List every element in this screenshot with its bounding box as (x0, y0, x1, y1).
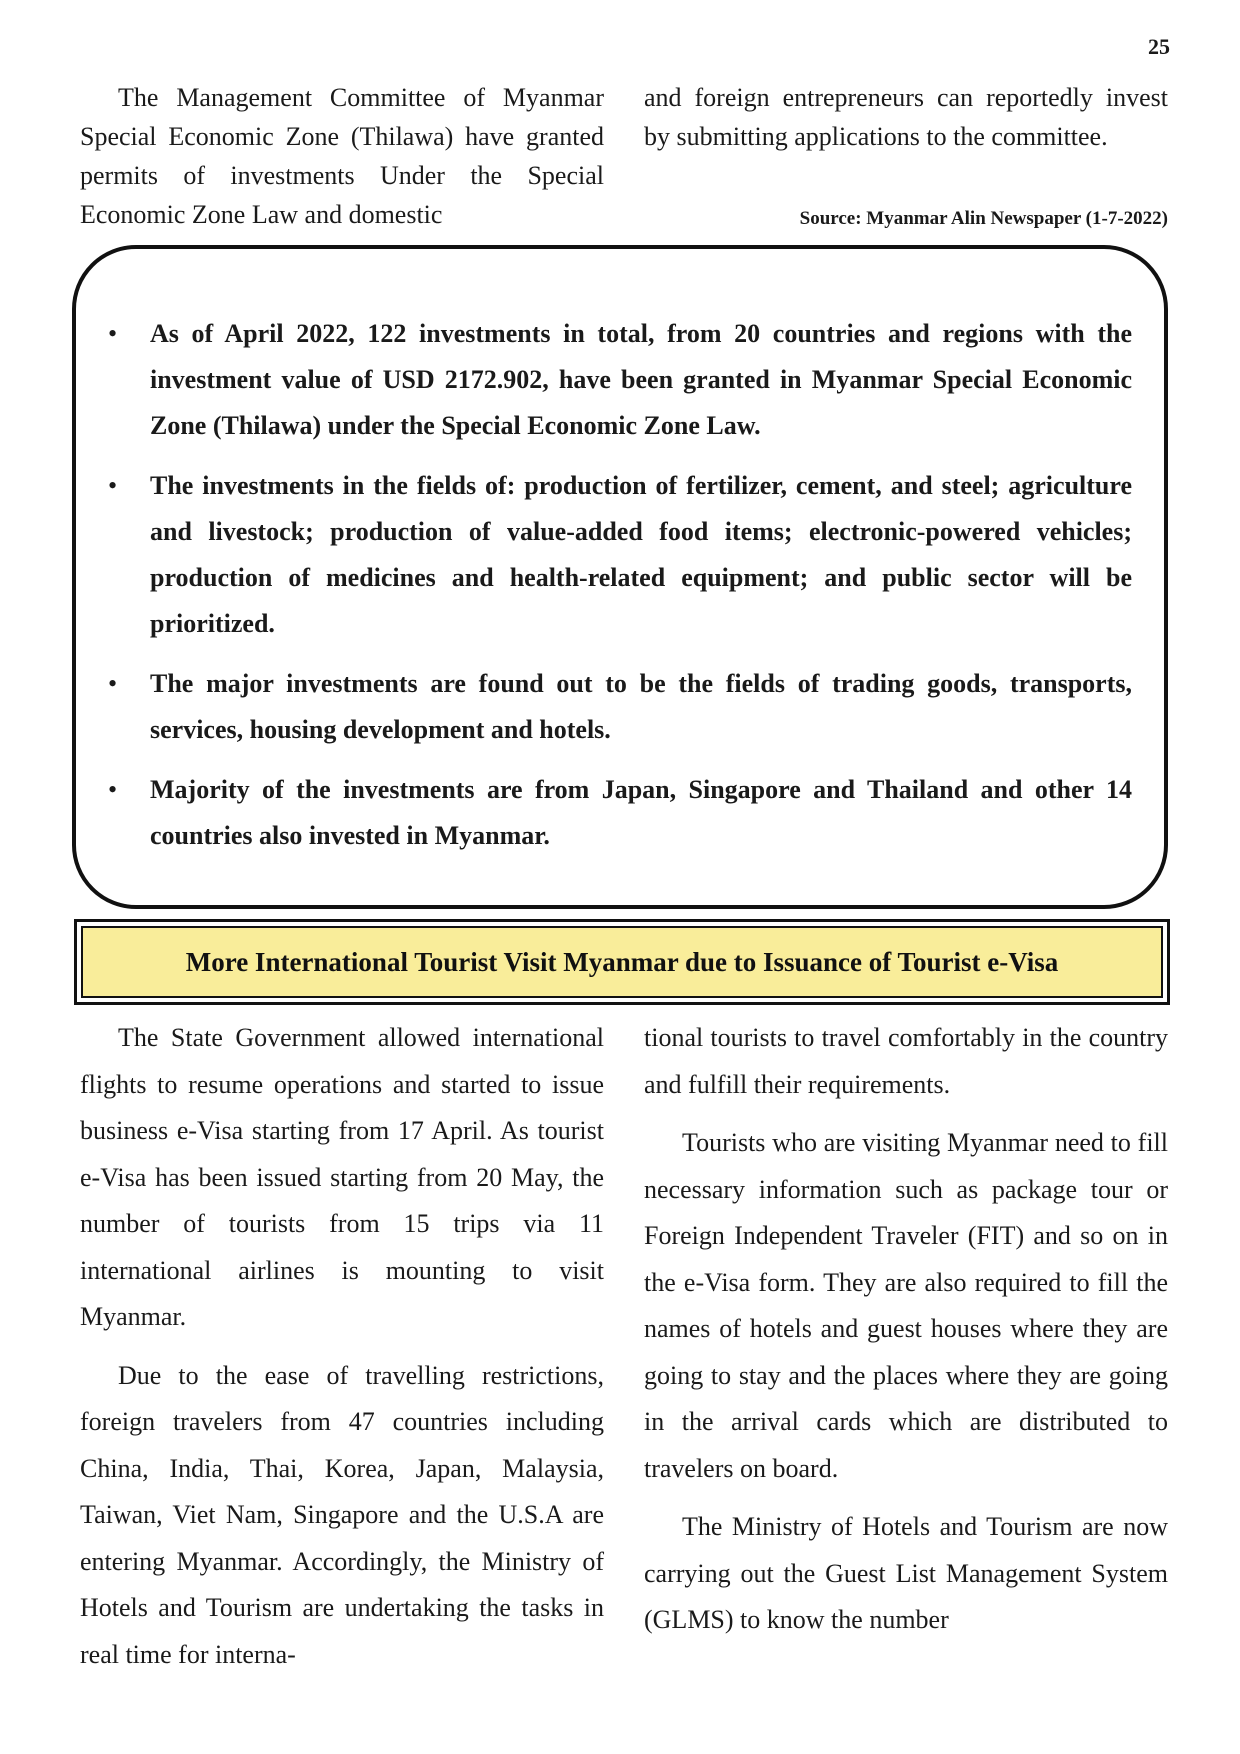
highlight-text: Majority of the investments are from Japan, Singapore and Thailand and other 14 countries also invested in Myanmar. (150, 775, 1132, 850)
article-right-column (644, 1015, 1168, 1656)
highlight-item (106, 463, 1132, 647)
article-paragraph: tional tourists to travel comfortably in the country and fulfill their requirements. (644, 1023, 1168, 1099)
top-article-right-column (644, 78, 1168, 156)
article-left-column (80, 1015, 604, 1690)
highlight-item (106, 767, 1132, 859)
top-article-paragraph: and foreign entrepreneurs can reportedly invest by submitting applications to the committee. (644, 83, 1168, 151)
bullet-icon: • (108, 319, 118, 348)
section-title: More International Tourist Visit Myanmar due to Issuance of Tourist e-Visa (81, 926, 1163, 998)
highlights-list (106, 311, 1132, 873)
highlight-item (106, 311, 1132, 449)
highlight-text: The investments in the fields of: production of fertilizer, cement, and steel; agriculture and livestock; production of value-added food items; electronic-powered vehicles; production of medicines and health-related equipment; and public sector will be prioritized. (150, 471, 1132, 638)
page-number: 25 (1148, 34, 1170, 59)
bullet-icon: • (108, 775, 118, 804)
article-paragraph: Tourists who are visiting Myanmar need to fill necessary information such as package tour or Foreign Independent Traveler (FIT) and so on in the e-Visa form. They are also required to fill the names of hotels and guest houses where they are going to stay and the places where they are going in the arrival cards which are distributed to travelers on board. (644, 1128, 1168, 1483)
article-paragraph: The Ministry of Hotels and Tourism are now carrying out the Guest List Management System (GLMS) to know the number (644, 1512, 1168, 1634)
top-article-left-column (80, 78, 604, 234)
bullet-icon: • (108, 669, 118, 698)
section-header-frame (74, 919, 1170, 1005)
highlight-item (106, 661, 1132, 753)
top-article-paragraph: The Management Committee of Myanmar Special Economic Zone (Thilawa) have granted permits of investments Under the Special Economic Zone Law and domestic (80, 83, 604, 229)
article-paragraph: The State Government allowed international flights to resume operations and started to issue business e-Visa starting from 17 April. As tourist e-Visa has been issued starting from 20 May, the number of tourists from 15 trips via 11 international airlines is mounting to visit Myanmar. (80, 1023, 604, 1331)
highlight-text: As of April 2022, 122 investments in total, from 20 countries and regions with the investment value of USD 2172.902, have been granted in Myanmar Special Economic Zone (Thilawa) under the Special Economic Zone Law. (150, 319, 1132, 440)
source-citation: Source: Myanmar Alin Newspaper (1-7-2022) (799, 208, 1168, 229)
highlight-text: The major investments are found out to be the fields of trading goods, transports, services, housing development and hotels. (150, 669, 1132, 744)
article-paragraph: Due to the ease of travelling restrictions, foreign travelers from 47 countries including China, India, Thai, Korea, Japan, Malaysia, Taiwan, Viet Nam, Singapore and the U.S.A are entering Myanmar. Accordingly, the Ministry of Hotels and Tourism are undertaking the tasks in real time for interna- (80, 1360, 604, 1669)
bullet-icon: • (108, 471, 118, 500)
highlights-box (72, 245, 1168, 909)
